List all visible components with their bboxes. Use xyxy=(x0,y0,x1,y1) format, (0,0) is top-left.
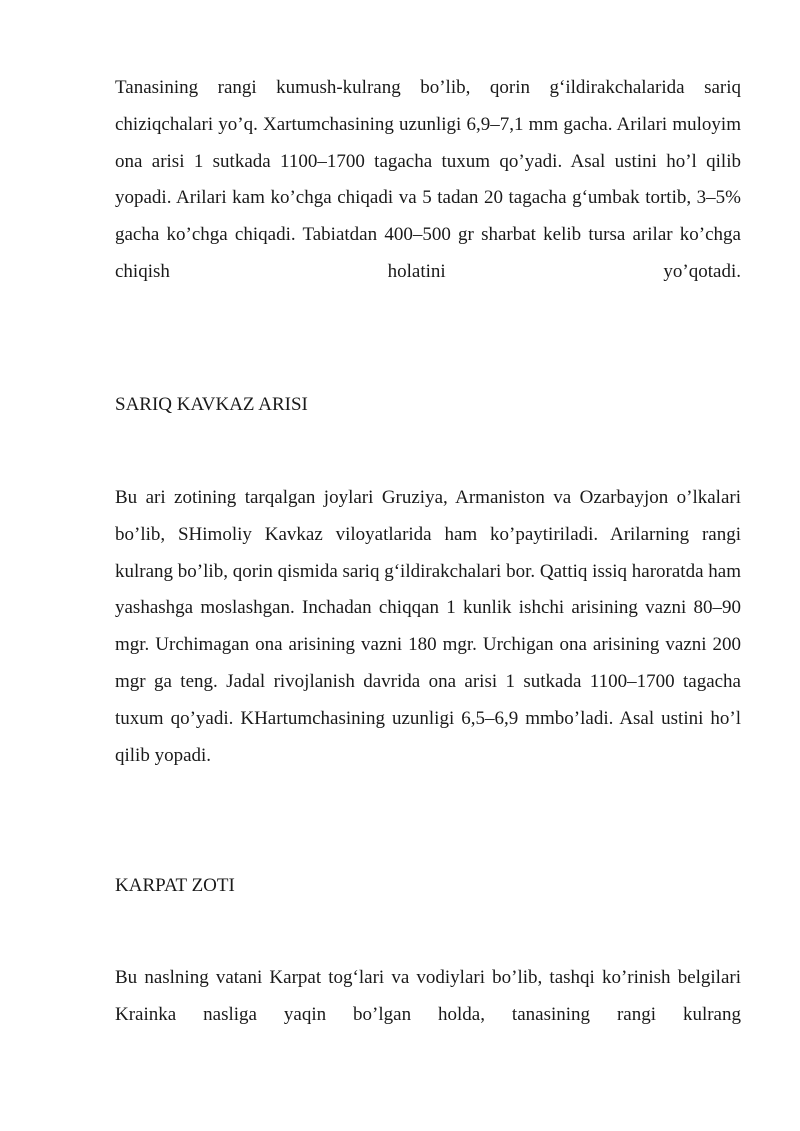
body-paragraph: Bu ari zotining tarqalgan joylari Gruziya, Armaniston va Ozarbayjon o’lkalari bo’lib, SHimoliy Kavkaz viloyatlarida ham ko’paytiriladi. Arilarning rangi kulrang bo’lib, qorin qismida sariq g‘ildirakchalari bor. Qattiq issiq haroratda ham yashashga moslashgan. Inchadan chiqqan 1 kunlik ishchi arisining vazni 80–90 mgr. Urchimagan ona arisining vazni 180 mgr. Urchigan ona arisining vazni 200 mgr ga teng. Jadal rivojlanish davrida ona arisi 1 sutkada 1100–1700 tagacha tuxum qo’yadi. KHartumchasining uzunligi 6,5–6,9 mmbo’ladi. Asal ustini ho’l qilib yopadi. xyxy=(115,487,741,766)
body-paragraph: Tanasining rangi kumush-kulrang bo’lib, qorin g‘ildirakchalarida sariq chiziqchalari yo’q. Xartumchasining uzunligi 6,9–7,1 mm gacha. Arilari muloyim ona arisi 1 sutkada 1100–1700 tagacha tuxum qo’yadi. Asal ustini ho’l qilib yopadi. Arilari kam ko’chga chiqadi va 5 tadan 20 tagacha g‘umbak tortib, 3–5% gacha ko’chga chiqadi. Tabiatdan 400–500 gr sharbat kelib tursa arilar ko’chga chiqish holatini yo’qotadi. xyxy=(115,77,741,282)
section-heading: KARPAT ZOTI xyxy=(115,875,235,896)
body-paragraph: Bu naslning vatani Karpat tog‘lari va vodiylari bo’lib, tashqi ko’rinish belgilari Krainka nasliga yaqin bo’lgan holda, tanasining rangi kulrang xyxy=(115,967,741,1025)
section-heading: SARIQ KAVKAZ ARISI xyxy=(115,394,308,415)
